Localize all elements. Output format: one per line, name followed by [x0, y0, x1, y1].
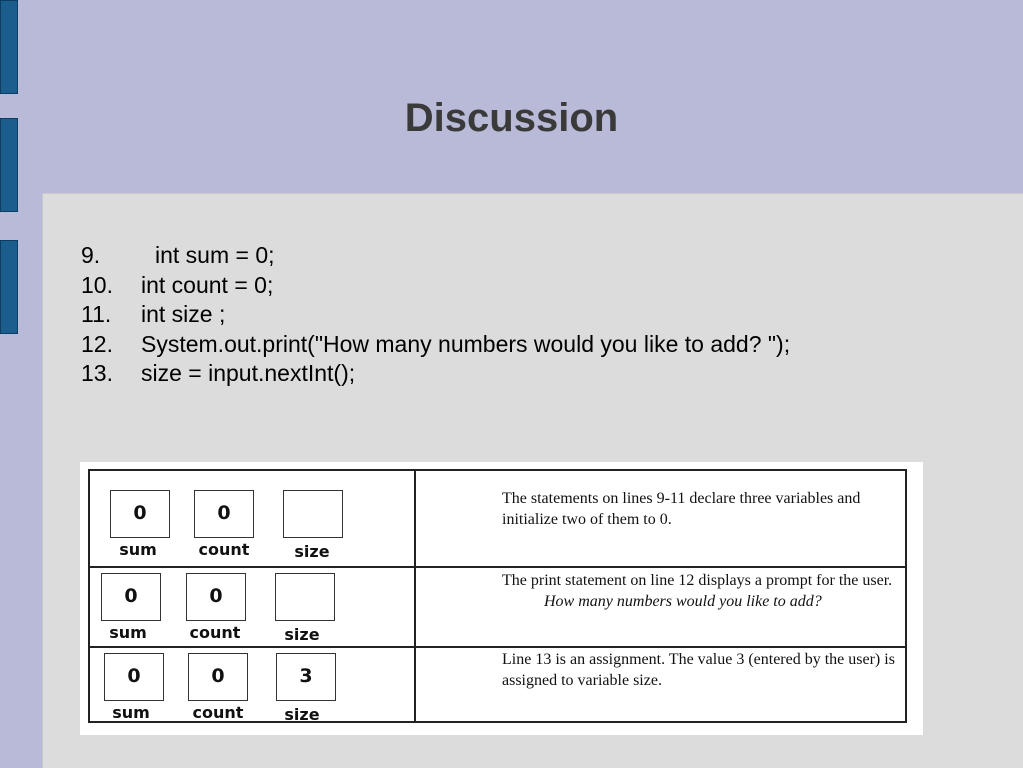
code-text: int sum = 0;: [155, 242, 275, 268]
line-number: 9.: [81, 242, 101, 268]
variable-box-size: 3: [276, 653, 336, 701]
code-line: [81, 271, 790, 301]
line-number: 10.: [81, 271, 113, 298]
code-line: [81, 330, 790, 360]
memory-table: [88, 469, 907, 723]
code-line: [81, 359, 790, 389]
variable-box-size: [275, 573, 335, 621]
line-number: 11.: [81, 301, 112, 327]
code-text: int count = 0;: [141, 271, 274, 298]
variable-box-sum: 0: [101, 573, 161, 621]
description-text: Line 13 is an assignment. The value 3 (entered by the user) is assigned to variable size.: [502, 651, 895, 689]
variable-box-count: 0: [194, 490, 254, 538]
variable-box-size: [283, 490, 343, 538]
row-description: [502, 570, 902, 612]
memory-diagram: [80, 462, 923, 735]
line-number: 12.: [81, 330, 113, 357]
code-text: int size ;: [141, 301, 226, 327]
code-text: size = input.nextInt();: [141, 360, 356, 386]
content-panel: [42, 193, 1023, 768]
variable-label-size: size: [284, 625, 320, 644]
variable-label-sum: sum: [119, 540, 157, 559]
table-right-border: [905, 471, 907, 723]
variable-label-size: size: [294, 542, 330, 561]
row-description: [502, 488, 902, 530]
slide-title: Discussion: [404, 96, 619, 140]
variable-label-size: size: [284, 705, 320, 724]
variable-box-sum: 0: [110, 490, 170, 538]
variable-label-sum: sum: [109, 623, 147, 642]
variable-label-count: count: [192, 703, 244, 722]
variable-label-count: count: [189, 623, 241, 642]
row-description: [502, 649, 902, 691]
code-text: System.out.print("How many numbers would you like to add? ");: [141, 330, 791, 357]
code-line: [81, 241, 790, 271]
variable-label-count: count: [198, 540, 250, 559]
description-text: The print statement on line 12 displays a prompt for the user.: [502, 572, 893, 589]
side-bar-bottom: [0, 240, 18, 334]
variable-box-count: 0: [188, 653, 248, 701]
side-bar-top: [0, 0, 18, 94]
description-italic-text: How many numbers would you like to add?: [544, 593, 822, 610]
variable-label-sum: sum: [112, 703, 150, 722]
variable-box-count: 0: [186, 573, 246, 621]
line-number: 13.: [81, 360, 113, 386]
variable-box-sum: 0: [104, 653, 164, 701]
code-line: [81, 300, 790, 330]
column-divider: [414, 471, 416, 723]
code-listing: [81, 241, 790, 389]
description-text: The statements on lines 9-11 declare three variables and initialize two of them to 0.: [502, 490, 861, 528]
